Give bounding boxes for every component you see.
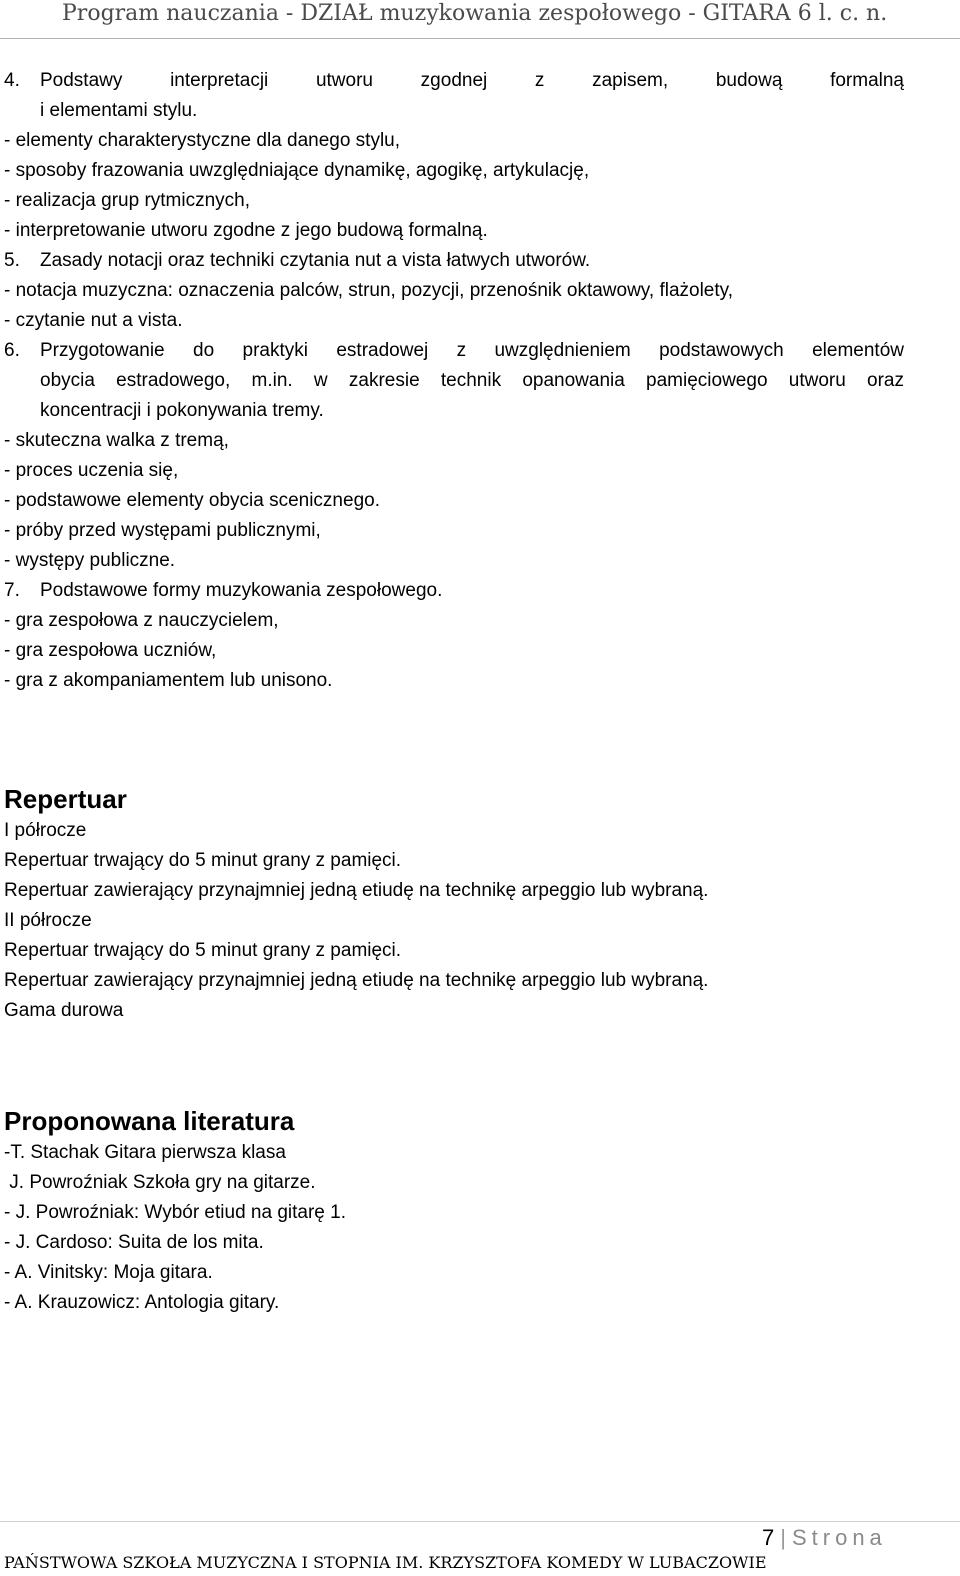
page-number-label: Strona bbox=[791, 1525, 887, 1550]
section-title: Podstawowe formy muzykowania zespołowego. bbox=[40, 580, 443, 601]
list-item: - gra z akompaniamentem lub unisono. bbox=[4, 670, 333, 691]
section-4-title-row-2 bbox=[4, 96, 904, 126]
section-title: koncentracji i pokonywania tremy. bbox=[40, 400, 324, 421]
list-item: - gra zespołowa z nauczycielem, bbox=[4, 610, 279, 631]
list-item: - próby przed występami publicznymi, bbox=[4, 520, 321, 541]
section-title: i elementami stylu. bbox=[40, 100, 198, 121]
list-item: - interpretowanie utworu zgodne z jego budową formalną. bbox=[4, 220, 488, 241]
repertoire-line: II półrocze bbox=[4, 910, 92, 931]
page-number-separator: | bbox=[780, 1525, 786, 1550]
document-body bbox=[4, 66, 904, 1318]
repertoire-line: Repertuar zawierający przynajmniej jedną etiudę na technikę arpeggio lub wybraną. bbox=[4, 880, 709, 901]
repertoire-line: Gama durowa bbox=[4, 1000, 124, 1021]
section-4-title-row bbox=[4, 66, 904, 96]
list-item: - czytanie nut a vista. bbox=[4, 310, 183, 331]
list-item: - realizacja grup rytmicznych, bbox=[4, 190, 251, 211]
literature-heading: Proponowana literatura bbox=[4, 1106, 295, 1136]
page-header: Program nauczania - DZIAŁ muzykowania zespołowego - GITARA 6 l. c. n. bbox=[62, 1, 888, 26]
repertoire-line: Repertuar trwający do 5 minut grany z pamięci. bbox=[4, 940, 402, 961]
section-title: Podstawy interpretacji utworu zgodnej z zapisem, budową formalną bbox=[40, 70, 904, 91]
literature-line: - J. Powroźniak: Wybór etiud na gitarę 1. bbox=[4, 1202, 346, 1223]
section-number: 7. bbox=[4, 580, 20, 601]
list-item: - gra zespołowa uczniów, bbox=[4, 640, 217, 661]
literature-line: J. Powroźniak Szkoła gry na gitarze. bbox=[4, 1172, 316, 1193]
literature-line: - A. Krauzowicz: Antologia gitary. bbox=[4, 1292, 280, 1313]
section-7-title-row bbox=[4, 576, 904, 606]
repertoire-heading: Repertuar bbox=[4, 784, 127, 814]
section-number: 5. bbox=[4, 250, 20, 271]
footer-school-name: PAŃSTWOWA SZKOŁA MUZYCZNA I STOPNIA IM. KRZYSZTOFA KOMEDY W LUBACZOWIE bbox=[4, 1553, 767, 1572]
repertoire-line: Repertuar zawierający przynajmniej jedną etiudę na technikę arpeggio lub wybraną. bbox=[4, 970, 709, 991]
section-title: obycia estradowego, m.in. w zakresie technik opanowania pamięciowego utworu oraz bbox=[40, 370, 904, 391]
list-item: - elementy charakterystyczne dla danego stylu, bbox=[4, 130, 401, 151]
section-number: 4. bbox=[4, 70, 20, 91]
list-item: - proces uczenia się, bbox=[4, 460, 179, 481]
section-6-title-row-3 bbox=[4, 396, 904, 426]
repertoire-line: I półrocze bbox=[4, 820, 87, 841]
list-item: - skuteczna walka z tremą, bbox=[4, 430, 229, 451]
section-number: 6. bbox=[4, 340, 20, 361]
list-item: - notacja muzyczna: oznaczenia palców, strun, pozycji, przenośnik oktawowy, flażolety, bbox=[4, 280, 734, 301]
list-item: - występy publiczne. bbox=[4, 550, 176, 571]
section-title: Przygotowanie do praktyki estradowej z uwzględnieniem podstawowych elementów bbox=[40, 340, 904, 361]
header-divider bbox=[0, 38, 960, 39]
literature-line: -T. Stachak Gitara pierwsza klasa bbox=[4, 1142, 286, 1163]
list-item: - sposoby frazowania uwzględniające dynamikę, agogikę, artykulację, bbox=[4, 160, 590, 181]
literature-line: - A. Vinitsky: Moja gitara. bbox=[4, 1262, 213, 1283]
list-item: - podstawowe elementy obycia scenicznego. bbox=[4, 490, 380, 511]
repertoire-line: Repertuar trwający do 5 minut grany z pamięci. bbox=[4, 850, 402, 871]
section-6-title-row bbox=[4, 336, 904, 366]
literature-line: - J. Cardoso: Suita de los mita. bbox=[4, 1232, 264, 1253]
section-6-title-row-2 bbox=[4, 366, 904, 396]
section-title: Zasady notacji oraz techniki czytania nut a vista łatwych utworów. bbox=[40, 250, 591, 271]
page-number-value: 7 bbox=[762, 1525, 775, 1550]
section-5-title-row bbox=[4, 246, 904, 276]
